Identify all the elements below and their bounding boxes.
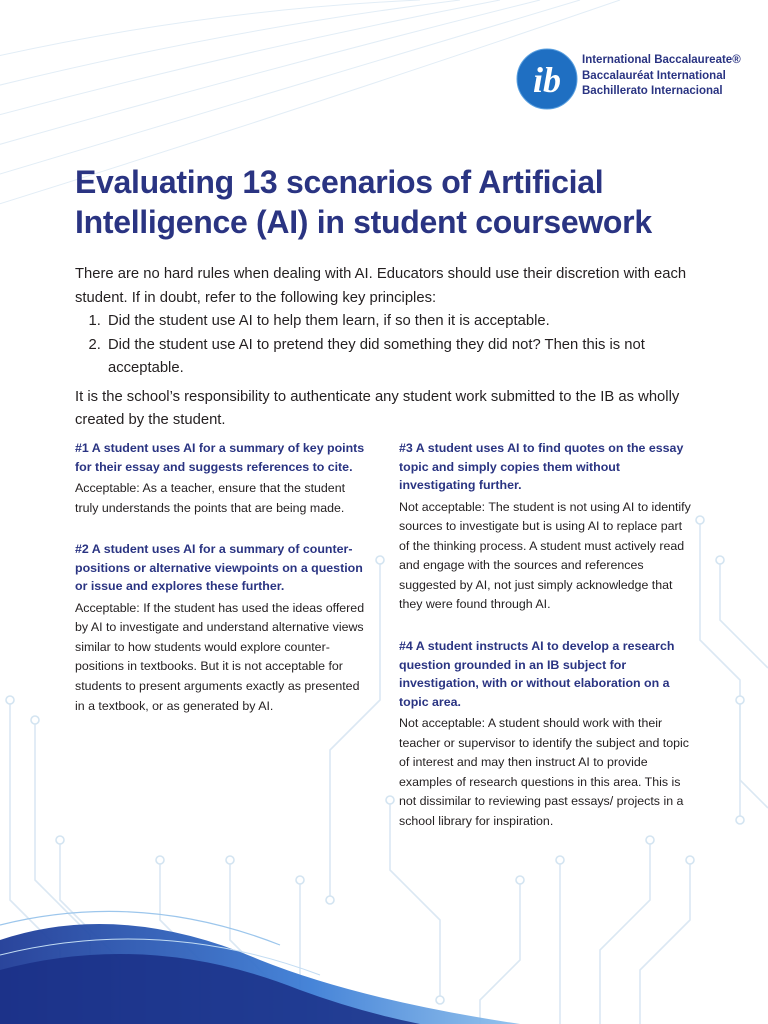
principle-item: 1. Did the student use AI to help them learn, if so then it is acceptable. [105, 310, 687, 334]
responsibility-paragraph: It is the school’s responsibility to authenticate any student work submitted to the IB as wholly created by the student. [75, 388, 680, 428]
scenario-verdict: Acceptable: As a teacher, ensure that the student truly understands the points that are being made. [75, 481, 346, 515]
scenario-verdict: Acceptable: If the student has used the ideas offered by AI to investigate and understand alternative views similar to how students would explore counter-positions in textbooks. But it is not acceptable for students to present arguments exactly as presented in a textbook, or as generated by AI. [75, 600, 365, 713]
scenarios-right-column [399, 439, 694, 832]
ib-logo-icon [516, 48, 578, 110]
wordmark-line-es: Bachillerato Internacional [582, 85, 723, 97]
svg-text:ib: ib [532, 60, 562, 100]
scenario-verdict: Not acceptable: The student is not using AI to identify sources to investigate but is using AI to replace part of the thinking process. A student must actively read and engage with the sources and references suggested by AI, not just simply acknowledge that they were found through AI. [399, 499, 691, 612]
scenario-1 [75, 439, 370, 518]
wordmark-line-fr: Baccalauréat International [582, 69, 726, 82]
page-title: Evaluating 13 scenarios of Artificial Intelligence (AI) in student coursework [75, 164, 652, 240]
wordmark-line-en: International Baccalaureate® [582, 54, 741, 66]
intro-paragraph: There are no hard rules when dealing with AI. Educators should use their discretion with each student. If in doubt, refer to the following key principles: [75, 266, 687, 306]
key-principles-list [75, 310, 687, 381]
scenario-heading: #1 A student uses AI for a summary of key points for their essay and suggests references to cite. [75, 441, 365, 474]
scenario-verdict: Not acceptable: A student should work with their teacher or supervisor to identify the subject and topic of interest and may then instruct AI to provide examples of research questions in this area. This is not dissimilar to reviewing past essays/ projects in a school library for inspiration. [399, 716, 689, 829]
principle-item: 2. Did the student use AI to pretend they did something they did not? Then this is not acceptable. [105, 334, 687, 381]
scenario-4 [399, 637, 694, 832]
scenario-heading: #3 A student uses AI to find quotes on the essay topic and simply copies them without investigating further. [399, 441, 684, 492]
scenario-heading: #4 A student instructs AI to develop a research question grounded in an IB subject for investigation, with or without elaboration on a topic area. [399, 639, 675, 709]
scenario-2 [75, 540, 370, 716]
scenario-heading: #2 A student uses AI for a summary of counter-positions or alternative viewpoints on a question or issue and explores these further. [75, 542, 363, 594]
intro-section [75, 263, 687, 433]
scenarios-left-column [75, 439, 370, 716]
ib-wordmark [582, 53, 741, 100]
scenario-3 [399, 439, 694, 615]
